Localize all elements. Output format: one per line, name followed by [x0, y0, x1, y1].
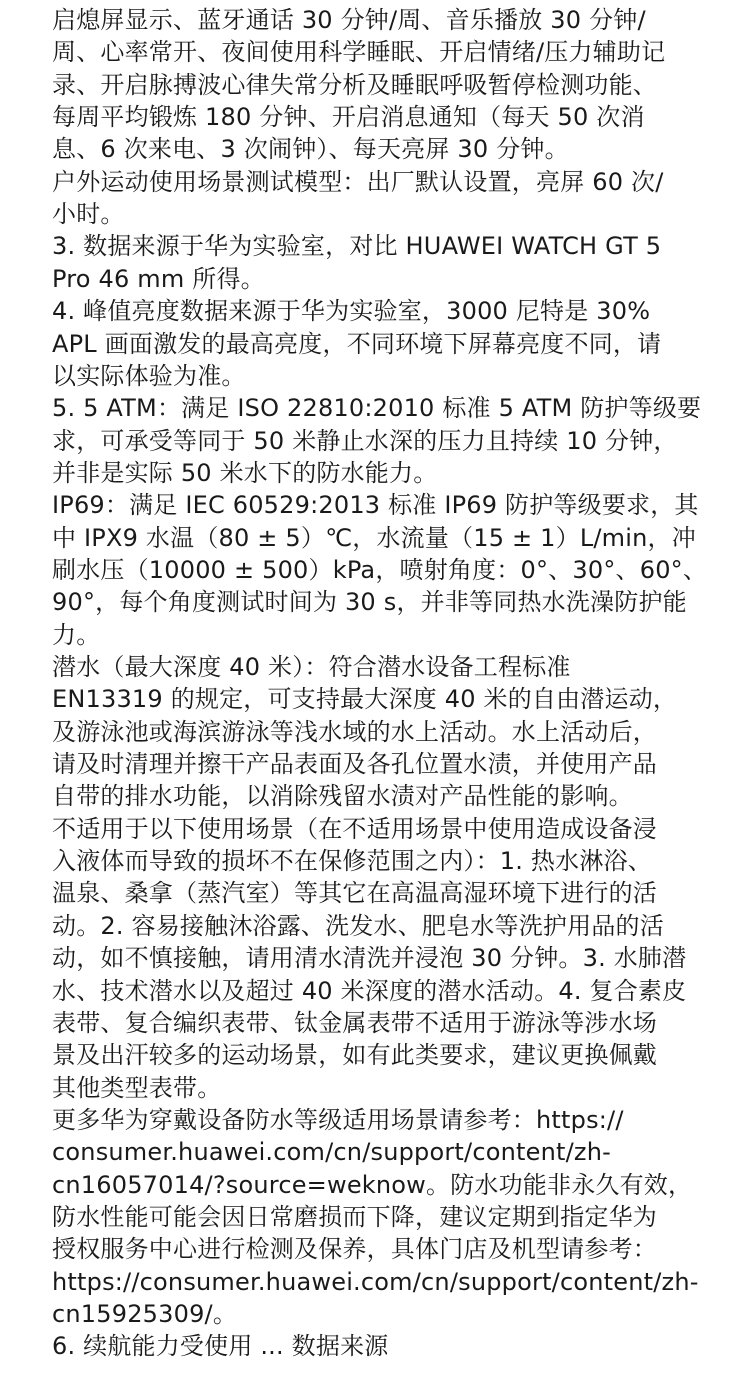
- text-line: 每周平均锻炼 180 分钟、开启消息通知（每天 50 次消: [52, 103, 645, 132]
- text-line: 6. 续航能力受使用 ... 数据来源: [52, 1332, 389, 1361]
- text-line: 潜水（最大深度 40 米）：符合潜水设备工程标准: [52, 653, 571, 681]
- text-line: 自带的排水功能，以消除残留水渍对产品性能的影响。: [52, 782, 633, 811]
- text-line: 其他类型表带。: [52, 1073, 222, 1102]
- text-line: 景及出汗较多的运动场景，如有此类要求，建议更换佩戴: [52, 1041, 657, 1070]
- text-line: 以实际体验为准。: [52, 361, 246, 390]
- text-line: 求，可承受等同于 50 米静止水深的压力且持续 10 分钟，: [52, 426, 678, 455]
- text-line: 5. 5 ATM：满足 ISO 22810:2010 标准 5 ATM 防护等级要: [52, 394, 702, 423]
- text-line: 力。: [52, 620, 101, 649]
- text-line: 请及时清理并擦干产品表面及各孔位置水渍，并使用产品: [52, 750, 657, 779]
- text-line: 不适用于以下使用场景（在不适用场景中使用造成设备浸: [52, 814, 657, 843]
- text-line: 入液体而导致的损坏不在保修范围之内）：1. 热水淋浴、: [52, 847, 652, 876]
- text-line: 息、6 次来电、3 次闹钟）、每天亮屏 30 分钟。: [52, 135, 569, 164]
- text-line: 更多华为穿戴设备防水等级适用场景请参考：https://: [52, 1105, 624, 1134]
- text-line: 授权服务中心进行检测及保养，具体门店及机型请参考：: [52, 1235, 657, 1264]
- text-line: cn16057014/?source=weknow。防水功能非永久有效，: [52, 1170, 693, 1199]
- text-line: 3. 数据来源于华为实验室，对比 HUAWEI WATCH GT 5: [52, 232, 662, 261]
- text-line: 4. 峰值亮度数据来源于华为实验室，3000 尼特是 30%: [52, 297, 651, 326]
- text-line: consumer.huawei.com/cn/support/content/zh-: [52, 1138, 611, 1167]
- text-line: IP69：满足 IEC 60529:2013 标准 IP69 防护等级要求，其: [52, 491, 699, 520]
- text-line: 周、心率常开、夜间使用科学睡眠、开启情绪/压力辅助记: [52, 38, 666, 67]
- text-line: https://consumer.huawei.com/cn/support/content/zh-: [52, 1267, 699, 1296]
- text-line: APL 画面激发的最高亮度，不同环境下屏幕亮度不同，请: [52, 329, 662, 358]
- text-line: cn15925309/。: [52, 1300, 238, 1328]
- text-line: 表带、复合编织表带、钛金属表带不适用于游泳等涉水场: [52, 1008, 657, 1037]
- text-line: 防水性能可能会因日常磨损而下降，建议定期到指定华为: [52, 1202, 657, 1231]
- text-line: 温泉、桑拿（蒸汽室）等其它在高温高湿环境下进行的活: [52, 879, 657, 908]
- text-line: 并非是实际 50 米水下的防水能力。: [52, 458, 438, 487]
- text-line: 启熄屏显示、蓝牙通话 30 分钟/周、音乐播放 30 分钟/: [52, 6, 646, 34]
- document-body: [52, 0, 712, 1375]
- text-line: 录、开启脉搏波心律失常分析及睡眠呼吸暂停检测功能、: [52, 70, 657, 99]
- text-line: EN13319 的规定，可支持最大深度 40 米的自由潜运动，: [52, 685, 678, 714]
- text-line: 小时。: [52, 200, 125, 229]
- text-line: Pro 46 mm 所得。: [52, 264, 265, 293]
- text-line: 中 IPX9 水温（80 ± 5）℃，水流量（15 ± 1）L/min，冲: [52, 523, 696, 552]
- text-line: 90°，每个角度测试时间为 30 s，并非等同热水洗澡防护能: [52, 588, 687, 617]
- text-line: 及游泳池或海滨游泳等浅水域的水上活动。水上活动后，: [52, 717, 657, 746]
- text-line: 户外运动使用场景测试模型：出厂默认设置，亮屏 60 次/: [52, 167, 664, 196]
- text-line: 刷水压（10000 ± 500）kPa，喷射角度：0°、30°、60°、: [52, 555, 708, 584]
- text-line: 水、技术潜水以及超过 40 米深度的潜水活动。4. 复合素皮: [52, 976, 687, 1005]
- text-line: 动。2. 容易接触沐浴露、洗发水、肥皂水等洗护用品的活: [52, 911, 664, 940]
- text-line: 动，如不慎接触，请用清水清洗并浸泡 30 分钟。3. 水肺潜: [52, 944, 687, 973]
